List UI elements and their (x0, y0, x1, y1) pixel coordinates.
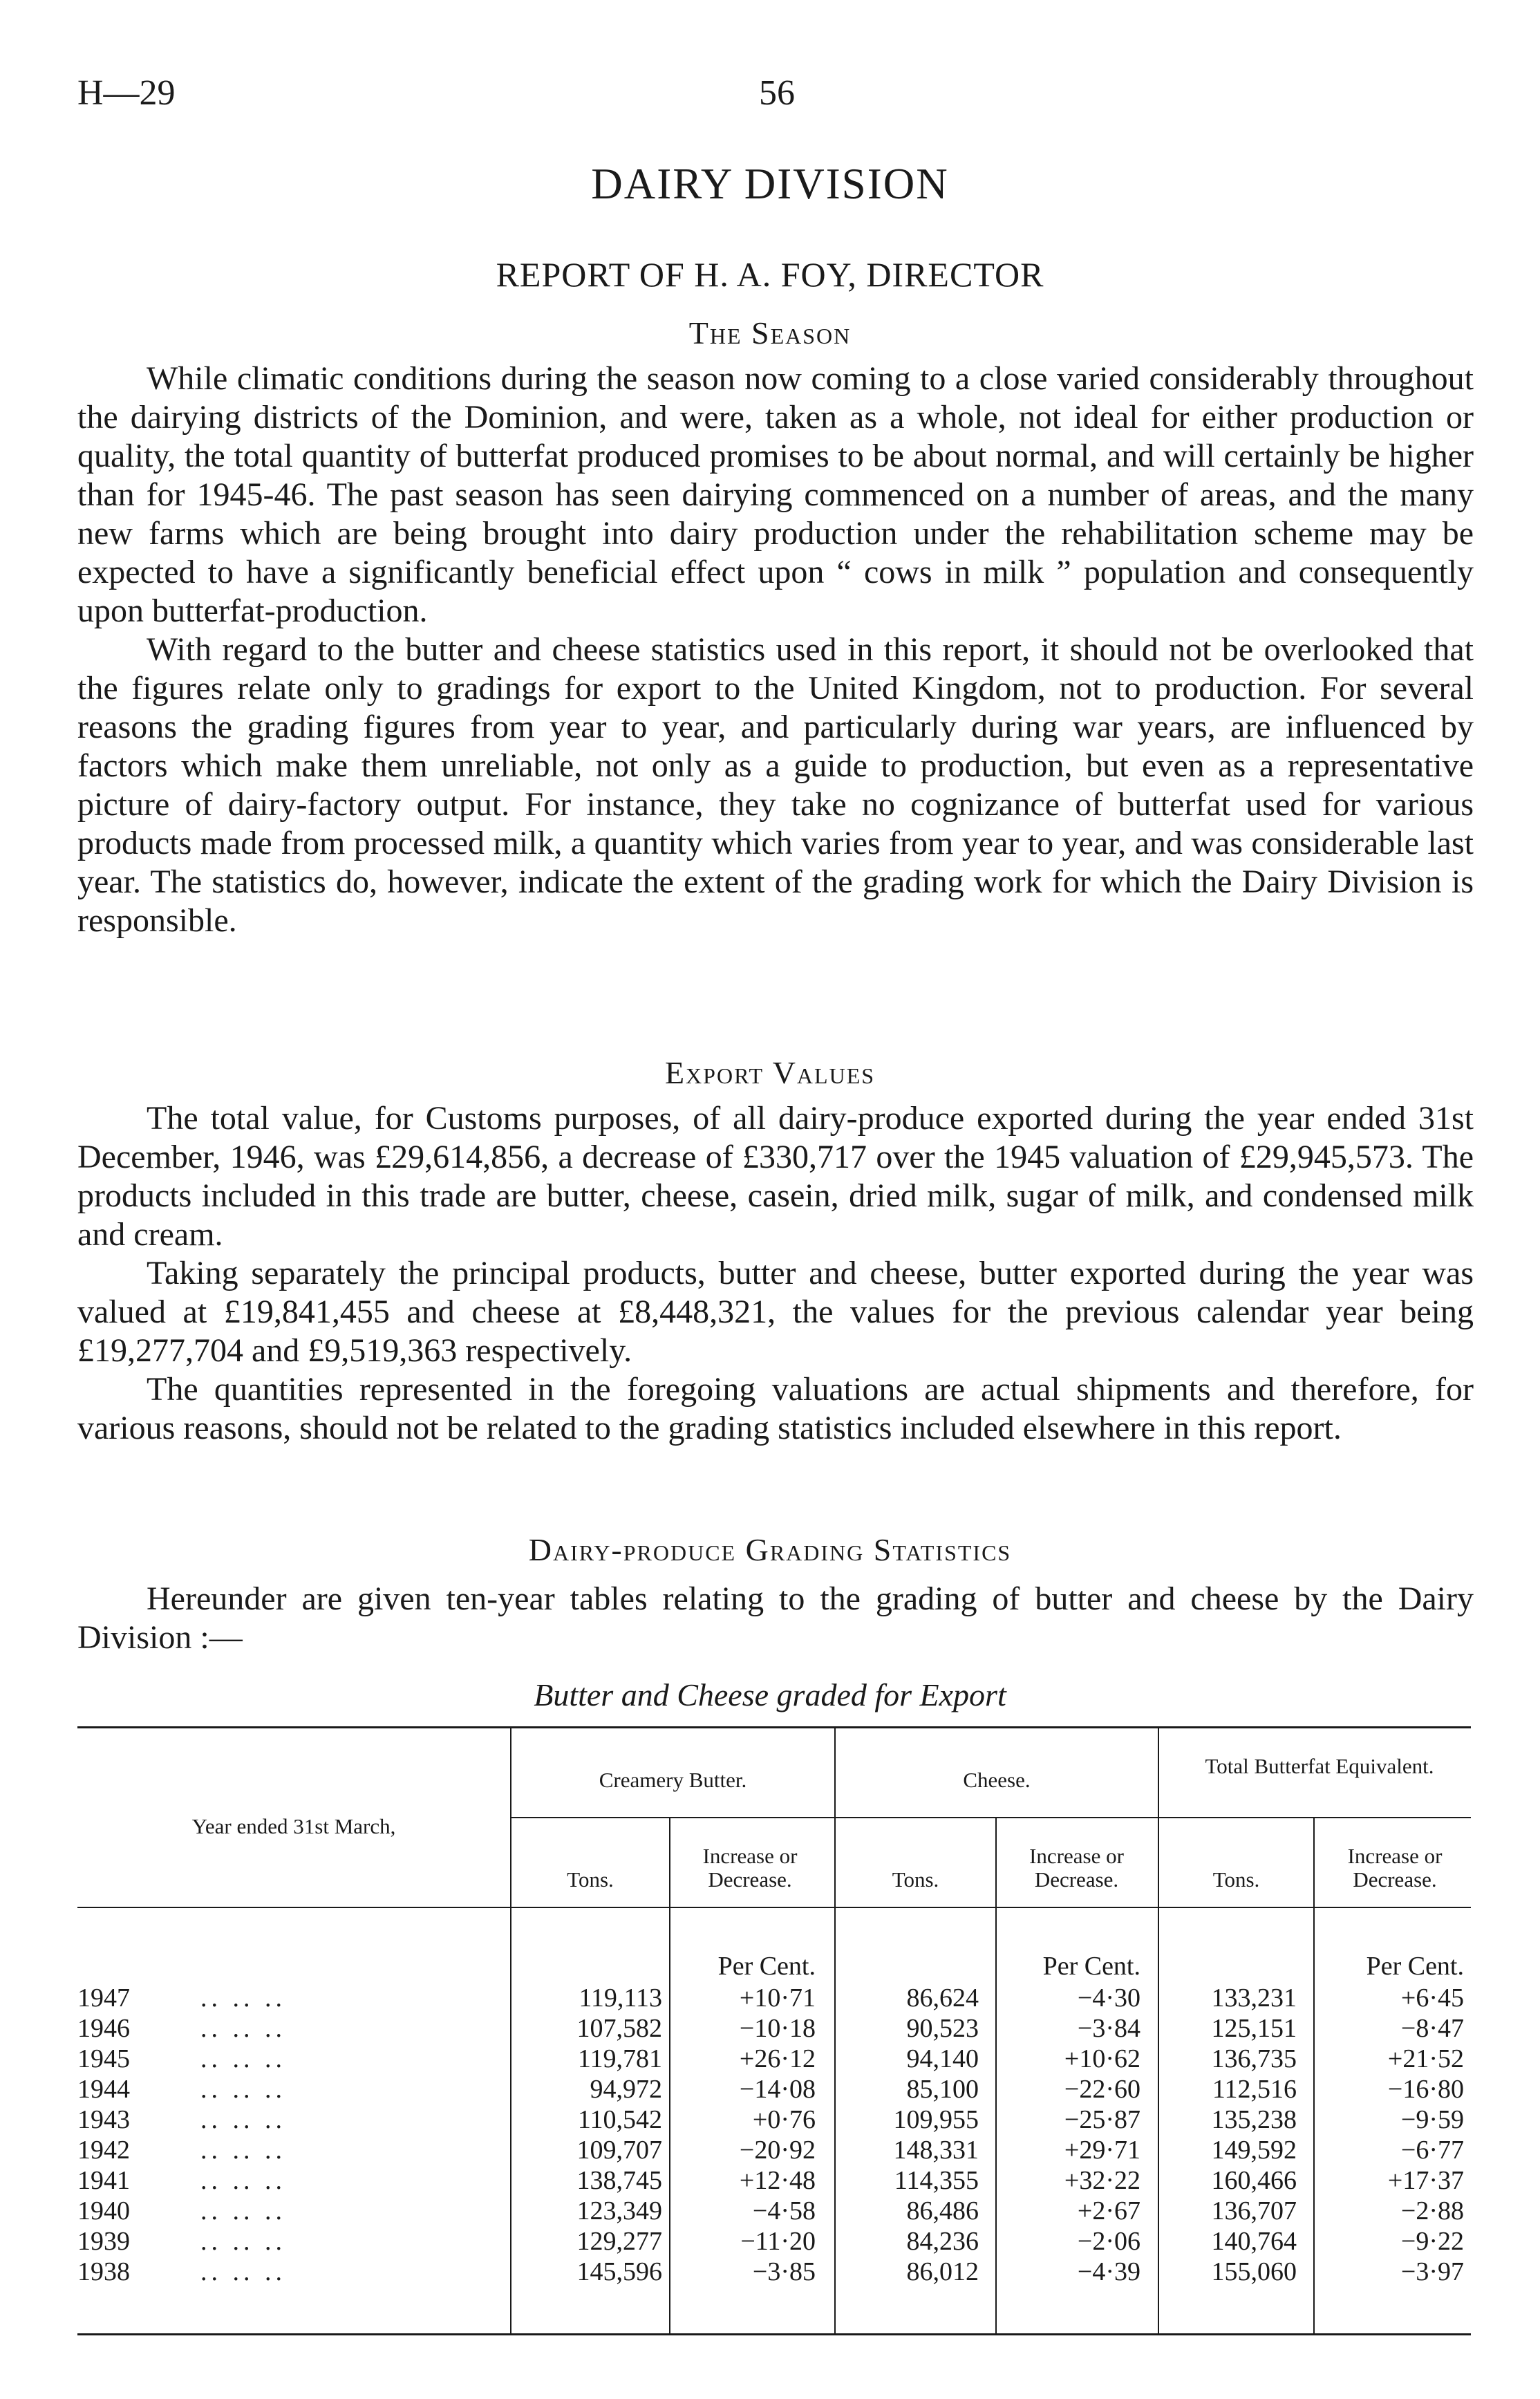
table-row-year: 1938 (77, 2257, 130, 2286)
table-cell-bf-tons: 140,764 (1211, 2227, 1297, 2256)
table-cell-cheese-tons: 85,100 (906, 2075, 979, 2104)
table-cell-butter-pct: −10·18 (739, 2014, 816, 2043)
table-cell-butter-tons: 129,277 (576, 2227, 662, 2256)
table-cell-bf-pct: +21·52 (1387, 2044, 1464, 2073)
table-cell-bf-pct: −8·47 (1400, 2014, 1464, 2043)
cheese-header: Cheese. (963, 1768, 1031, 1792)
table-cell-bf-pct: −6·77 (1400, 2136, 1464, 2165)
report-subtitle: REPORT OF H. A. FOY, DIRECTOR (496, 255, 1044, 294)
table-cell-cheese-pct: +10·62 (1064, 2044, 1140, 2073)
table-cell-butter-pct: −3·85 (752, 2257, 816, 2286)
table-cell-cheese-tons: 114,355 (894, 2166, 979, 2195)
table-cell-cheese-tons: 86,624 (906, 1983, 979, 2013)
paragraph: Hereunder are given ten-year tables relating to the grading of butter and cheese by the Dairy Division :— (77, 1580, 1474, 1656)
table-row-year: 1939 (77, 2227, 130, 2256)
table-row-year: 1940 (77, 2196, 130, 2225)
table-cell-butter-pct: +12·48 (739, 2166, 816, 2195)
column-divider (669, 1818, 670, 2333)
table-cell-bf-pct: −9·59 (1400, 2105, 1464, 2134)
cheese-unit-label: Per Cent. (1042, 1952, 1140, 1981)
bf-tons-header: Tons. (1212, 1867, 1260, 1892)
table-cell-butter-tons: 94,972 (590, 2075, 662, 2104)
table-cell-cheese-pct: +32·22 (1064, 2166, 1140, 2195)
table-cell-bf-tons: 136,707 (1211, 2196, 1297, 2225)
section-heading-grading-statistics: Dairy-produce Grading Statistics (528, 1532, 1012, 1567)
column-divider (995, 1818, 997, 2333)
table-cell-bf-tons: 133,231 (1211, 1983, 1297, 2013)
table-row-year: 1946 (77, 2014, 130, 2043)
table-row-year: 1942 (77, 2136, 130, 2165)
leader-dots: .. .. .. (200, 2044, 286, 2073)
cheese-tons-header: Tons. (892, 1867, 939, 1892)
table-row-year: 1944 (77, 2075, 130, 2104)
butterfat-equivalent-header: Total Butterfat Equivalent. (1205, 1754, 1434, 1778)
table-header-rule (77, 1907, 1471, 1908)
table-cell-butter-tons: 119,781 (577, 2044, 662, 2073)
section-heading-export-values: Export Values (664, 1055, 876, 1090)
table-row-year: 1947 (77, 1983, 130, 2013)
butter-unit-label: Per Cent. (717, 1952, 816, 1981)
section-heading-season: The Season (688, 315, 852, 351)
year-column-header: Year ended 31st March, (191, 1814, 396, 1838)
leader-dots: .. .. .. (200, 2166, 286, 2195)
table-row-year: 1941 (77, 2166, 130, 2195)
table-row-year: 1945 (77, 2044, 130, 2073)
table-subheader-rule (511, 1817, 1471, 1818)
table-cell-bf-tons: 136,735 (1211, 2044, 1297, 2073)
table-caption: Butter and Cheese graded for Export (534, 1677, 1006, 1712)
butter-tons-header: Tons. (567, 1867, 614, 1892)
table-cell-bf-pct: −3·97 (1400, 2257, 1464, 2286)
table-cell-butter-tons: 107,582 (576, 2014, 662, 2043)
table-cell-butter-tons: 138,745 (576, 2166, 662, 2195)
report-reference: H—29 (77, 73, 176, 113)
table-cell-bf-tons: 155,060 (1211, 2257, 1297, 2286)
paragraph: While climatic conditions during the season now coming to a close varied considerably throughout the dairying districts of the Dominion, and were, taken as a whole, not ideal for either production or quality, the total quantity of butterfat produced promises to be about normal, and will certainly be higher than for 1945-46. The past season has seen dairying commenced on a number of areas, and the many new farms which are being brought into dairy production under the rehabilitation scheme may be expected to have a significantly beneficial effect upon “ cows in milk ” population and consequently upon butterfat-production. (77, 360, 1474, 629)
table-cell-bf-tons: 135,238 (1211, 2105, 1297, 2134)
table-cell-butter-tons: 123,349 (576, 2196, 662, 2225)
table-cell-butter-pct: −11·20 (740, 2227, 816, 2256)
leader-dots: .. .. .. (200, 1983, 286, 2013)
table-cell-cheese-pct: −2·06 (1077, 2227, 1140, 2256)
leader-dots: .. .. .. (200, 2257, 286, 2286)
table-cell-cheese-pct: −3·84 (1077, 2014, 1140, 2043)
table-cell-butter-pct: +10·71 (739, 1983, 816, 2013)
column-divider (834, 1728, 836, 2333)
table-cell-butter-pct: +0·76 (752, 2105, 816, 2134)
table-cell-bf-pct: +17·37 (1387, 2166, 1464, 2195)
table-cell-bf-pct: −16·80 (1387, 2075, 1464, 2104)
leader-dots: .. .. .. (200, 2105, 286, 2134)
leader-dots: .. .. .. (200, 2196, 286, 2225)
table-cell-butter-tons: 119,113 (579, 1983, 662, 2013)
table-cell-cheese-tons: 90,523 (906, 2014, 979, 2043)
page-number: 56 (759, 73, 795, 113)
cheese-increase-header: Increase or Decrease. (1029, 1844, 1124, 1892)
page-title: DAIRY DIVISION (591, 160, 949, 208)
table-cell-butter-tons: 109,707 (576, 2136, 662, 2165)
season-text (77, 360, 1474, 940)
paragraph: With regard to the butter and cheese statistics used in this report, it should not be overlooked that the figures relate only to gradings for export to the United Kingdom, not to production. For several reasons the grading figures from year to year, and particularly during war years, are influenced by factors which make them unreliable, not only as a guide to production, but even as a representative picture of dairy-factory output. For instance, they take no cognizance of butterfat used for various products made from processed milk, a quantity which varies from year to year, and was considerable last year. The statistics do, however, indicate the extent of the grading work for which the Dairy Division is responsible. (77, 631, 1474, 939)
grading-intro-text (77, 1580, 1474, 1657)
table-cell-bf-tons: 160,466 (1211, 2166, 1297, 2195)
table-cell-cheese-tons: 148,331 (893, 2136, 979, 2165)
table-cell-cheese-pct: +2·67 (1077, 2196, 1140, 2225)
leader-dots: .. .. .. (200, 2136, 286, 2165)
table-cell-bf-pct: −2·88 (1400, 2196, 1464, 2225)
leader-dots: .. .. .. (200, 2075, 286, 2104)
table-cell-cheese-tons: 86,012 (906, 2257, 979, 2286)
table-cell-bf-pct: −9·22 (1400, 2227, 1464, 2256)
column-divider (1158, 1728, 1159, 2333)
table-cell-butter-pct: −20·92 (739, 2136, 816, 2165)
paragraph: Taking separately the principal products, butter and cheese, butter exported during the year was valued at £19,841,455 and cheese at £8,448,321, the values for the previous calendar year being £19,277,704 and £9,519,363 respectively. (77, 1255, 1474, 1369)
table-cell-bf-pct: +6·45 (1400, 1983, 1464, 2013)
table-cell-cheese-pct: −4·39 (1077, 2257, 1140, 2286)
table-row-year: 1943 (77, 2105, 130, 2134)
table-cell-bf-tons: 125,151 (1211, 2014, 1297, 2043)
paragraph: The total value, for Customs purposes, of all dairy-produce exported during the year ended 31st December, 1946, was £29,614,856, a decrease of £330,717 over the 1945 valuation of £29,945,573. The products included in this trade are butter, cheese, casein, dried milk, sugar of milk, and condensed milk and cream. (77, 1100, 1474, 1253)
leader-dots: .. .. .. (200, 2227, 286, 2256)
table-cell-butter-pct: +26·12 (739, 2044, 816, 2073)
table-cell-bf-tons: 112,516 (1212, 2075, 1297, 2104)
table-cell-cheese-pct: −22·60 (1064, 2075, 1140, 2104)
table-cell-butter-pct: −4·58 (752, 2196, 816, 2225)
column-divider (510, 1728, 511, 2333)
table-cell-cheese-pct: −25·87 (1064, 2105, 1140, 2134)
table-cell-cheese-pct: +29·71 (1064, 2136, 1140, 2165)
table-cell-cheese-tons: 86,486 (906, 2196, 979, 2225)
table-cell-butter-tons: 145,596 (576, 2257, 662, 2286)
table-cell-cheese-tons: 94,140 (906, 2044, 979, 2073)
table-cell-butter-pct: −14·08 (739, 2075, 816, 2104)
table-cell-cheese-tons: 84,236 (906, 2227, 979, 2256)
table-cell-butter-tons: 110,542 (577, 2105, 662, 2134)
export-values-text (77, 1099, 1474, 1448)
table-cell-bf-tons: 149,592 (1211, 2136, 1297, 2165)
paragraph: The quantities represented in the foregoing valuations are actual shipments and therefore, for various reasons, should not be related to the grading statistics included elsewhere in this report. (77, 1371, 1474, 1446)
table-cell-cheese-pct: −4·30 (1077, 1983, 1140, 2013)
column-divider (1313, 1818, 1315, 2333)
table-top-rule (77, 1726, 1471, 1728)
table-cell-cheese-tons: 109,955 (893, 2105, 979, 2134)
butter-increase-header: Increase or Decrease. (702, 1844, 798, 1892)
creamery-butter-header: Creamery Butter. (599, 1768, 747, 1792)
bf-unit-label: Per Cent. (1366, 1952, 1464, 1981)
table-bottom-rule (77, 2333, 1471, 2335)
bf-increase-header: Increase or Decrease. (1347, 1844, 1443, 1892)
leader-dots: .. .. .. (200, 2014, 286, 2043)
